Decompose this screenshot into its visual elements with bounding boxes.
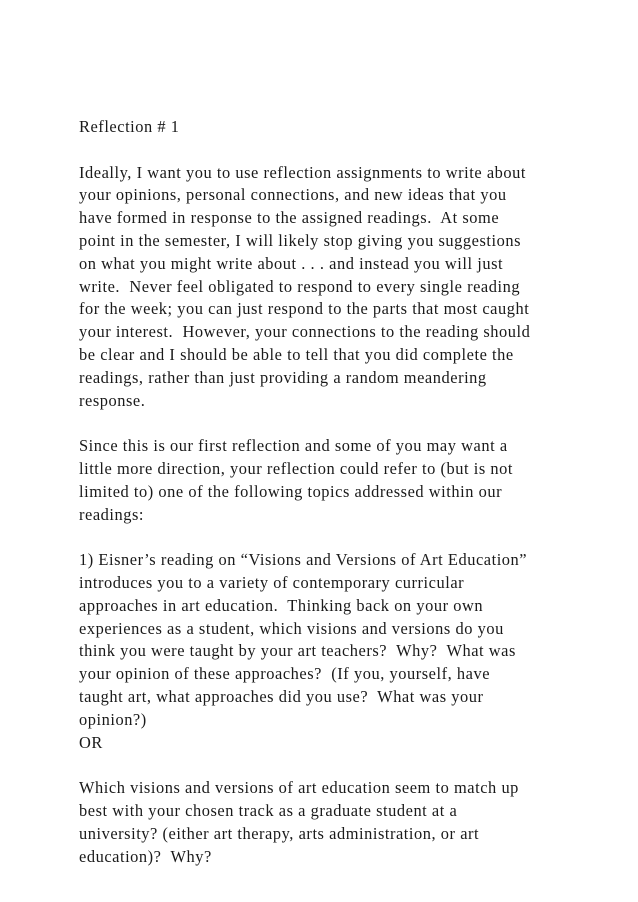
paragraph-line: your opinions, personal connections, and new ideas that you (79, 185, 507, 205)
paragraph-line: 1) Eisner’s reading on “Visions and Versions of Art Education” (79, 550, 528, 570)
document-title: Reflection # 1 (79, 117, 180, 136)
paragraph-line: Since this is our first reflection and some of you may want a (79, 436, 508, 456)
paragraph-line: readings, rather than just providing a random meandering (79, 367, 487, 387)
paragraph-line: little more direction, your reflection could refer to (but is not (79, 458, 514, 478)
paragraph-line: Ideally, I want you to use reflection assignments to write about (79, 162, 526, 182)
paragraph-line: think you were taught by your art teachers? Why? What was (79, 641, 516, 661)
paragraph-line: your interest. However, your connections to the reading should (79, 322, 531, 342)
paragraph-spacer (79, 139, 619, 162)
paragraph-line: response. (79, 390, 146, 410)
paragraph-line: have formed in response to the assigned readings. At some (79, 208, 500, 228)
paragraph-line: experiences as a student, which visions and versions do you (79, 618, 504, 638)
paragraph-line: for the week; you can just respond to the parts that most caught (79, 299, 530, 319)
paragraph-line: university? (either art therapy, arts administration, or art (79, 823, 480, 843)
paragraph-line: education)? Why? (79, 846, 212, 866)
paragraph-line: taught art, what approaches did you use? What was your (79, 686, 484, 706)
paragraph-line: point in the semester, I will likely stop giving you suggestions (79, 230, 522, 250)
paragraph-line: your opinion of these approaches? (If you, yourself, have (79, 664, 491, 684)
paragraph-spacer (79, 754, 619, 777)
paragraph-spacer (79, 526, 619, 549)
paragraph-line: Which visions and versions of art education seem to match up (79, 778, 519, 798)
paragraph-spacer (79, 412, 619, 435)
paragraph-intro (79, 162, 619, 413)
paragraph-line: on what you might write about . . . and instead you will just (79, 253, 504, 273)
paragraph-line: limited to) one of the following topics addressed within our (79, 481, 503, 501)
paragraph-line: approaches in art education. Thinking back on your own (79, 595, 484, 615)
paragraph-line: introduces you to a variety of contemporary curricular (79, 572, 465, 592)
paragraph-line: readings: (79, 504, 145, 524)
paragraph-direction (79, 435, 619, 526)
paragraph-line: opinion?) (79, 709, 147, 729)
paragraph-line: OR (79, 732, 103, 752)
paragraph-topic-1 (79, 549, 619, 754)
paragraph-topic-2 (79, 777, 619, 868)
paragraph-line: be clear and I should be able to tell that you did complete the (79, 344, 514, 364)
document-body (79, 116, 619, 868)
paragraph-line: best with your chosen track as a graduate student at a (79, 800, 458, 820)
paragraph-line: write. Never feel obligated to respond to every single reading (79, 276, 521, 296)
